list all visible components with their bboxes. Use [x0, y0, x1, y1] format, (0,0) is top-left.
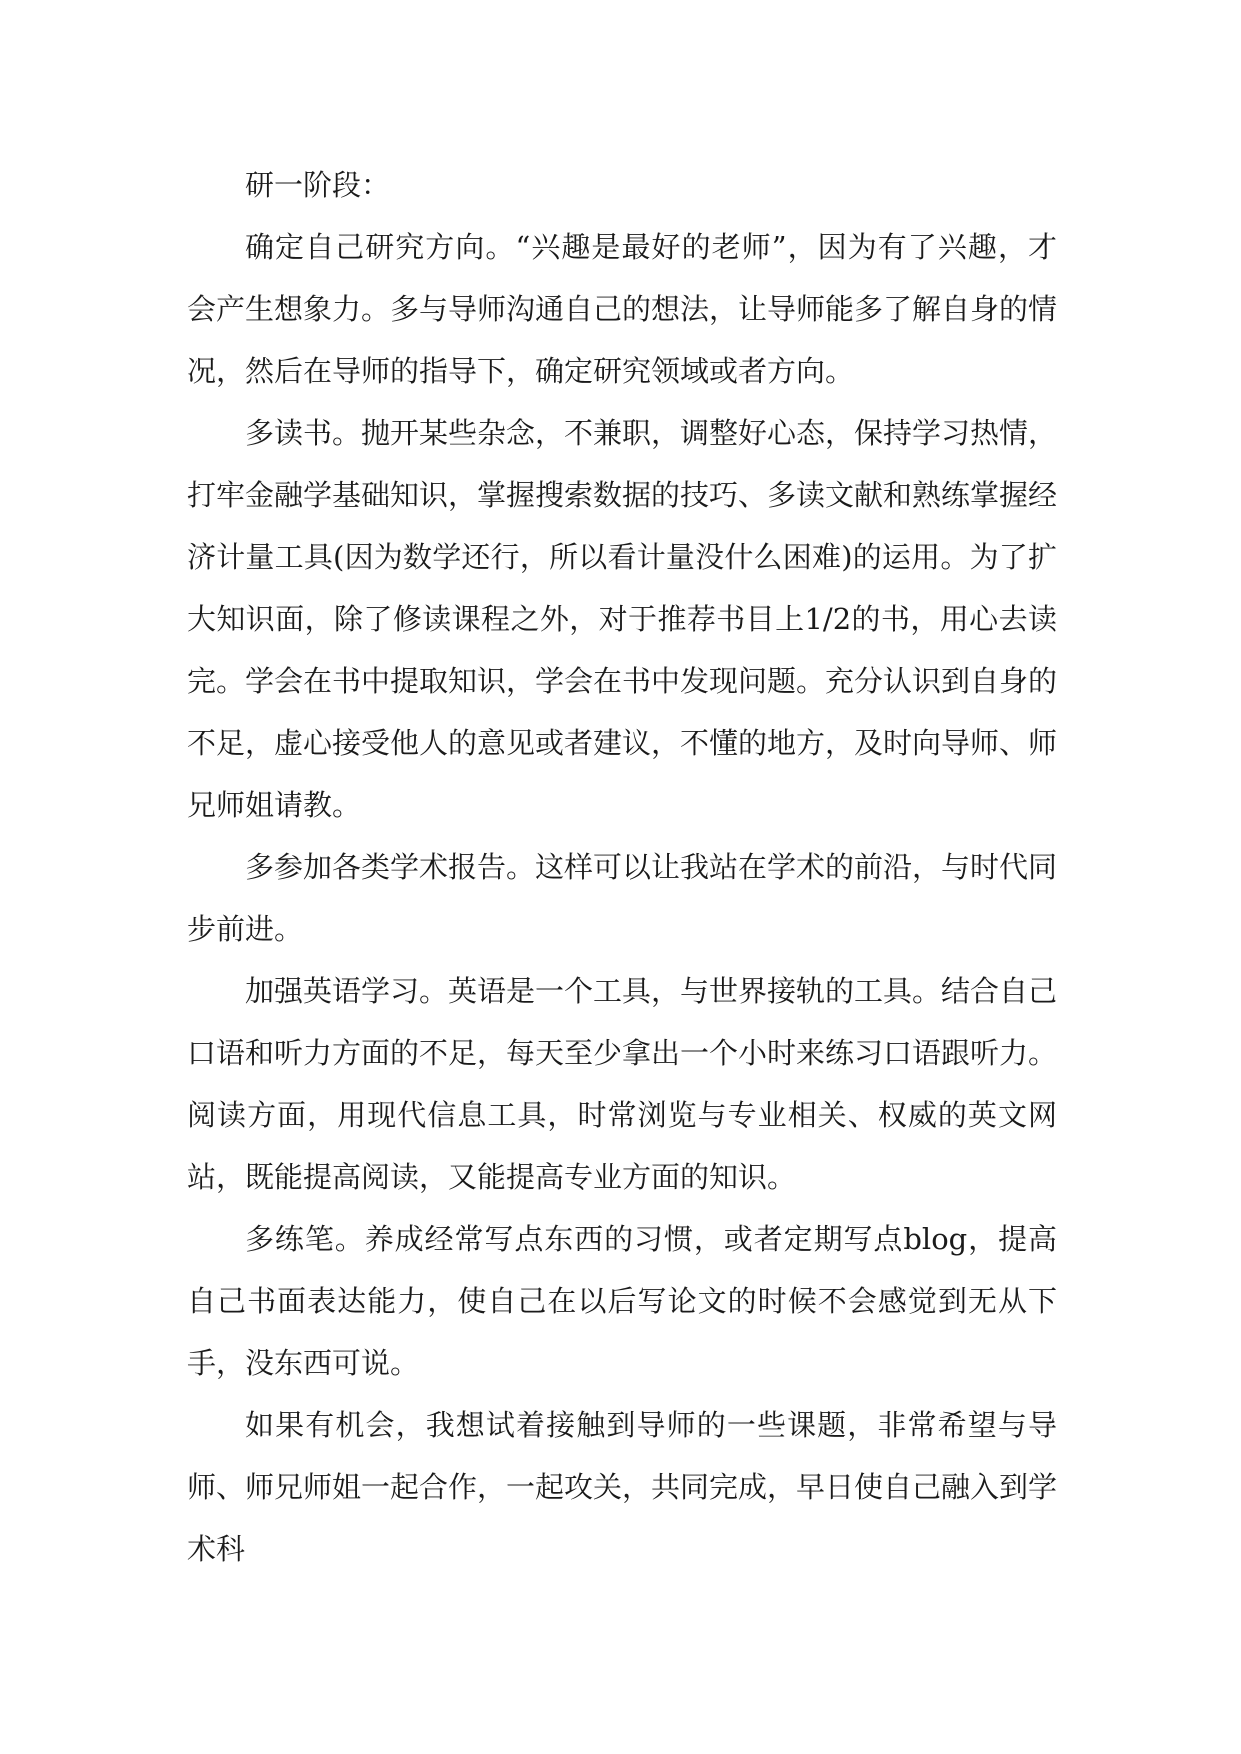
paragraph-writing-practice: 多练笔。养成经常写点东西的习惯，或者定期写点blog，提高自己书面表达能力，使自己在以后写论文的时候不会感觉到无从下手，没东西可说。: [187, 1222, 1057, 1380]
paragraph-academic-reports: 多参加各类学术报告。这样可以让我站在学术的前沿，与时代同步前进。: [187, 850, 1058, 946]
section-heading: 研一阶段：: [245, 168, 391, 202]
paragraph-research-projects: 如果有机会，我想试着接触到导师的一些课题，非常希望与导师、师兄师姐一起合作，一起攻关，共同完成，早日使自己融入到学术科: [187, 1408, 1058, 1566]
document-body: [187, 154, 1057, 1580]
paragraph-research-direction: 确定自己研究方向。“兴趣是最好的老师”，因为有了兴趣，才会产生想象力。多与导师沟通自己的想法，让导师能多了解自身的情况，然后在导师的指导下，确定研究领域或者方向。: [187, 230, 1058, 388]
paragraph-english-study: 加强英语学习。英语是一个工具，与世界接轨的工具。结合自己口语和听力方面的不足，每天至少拿出一个小时来练习口语跟听力。阅读方面，用现代信息工具，时常浏览与专业相关、权威的英文网站，既能提高阅读，又能提高专业方面的知识。: [187, 974, 1058, 1194]
paragraph-read-books: 多读书。抛开某些杂念，不兼职，调整好心态，保持学习热情，打牢金融学基础知识，掌握搜索数据的技巧、多读文献和熟练掌握经济计量工具(因为数学还行，所以看计量没什么困难)的运用。为了扩大知识面，除了修读课程之外，对于推荐书目上1/2的书，用心去读完。学会在书中提取知识，学会在书中发现问题。充分认识到自身的不足，虚心接受他人的意见或者建议，不懂的地方，及时向导师、师兄师姐请教。: [187, 416, 1058, 822]
